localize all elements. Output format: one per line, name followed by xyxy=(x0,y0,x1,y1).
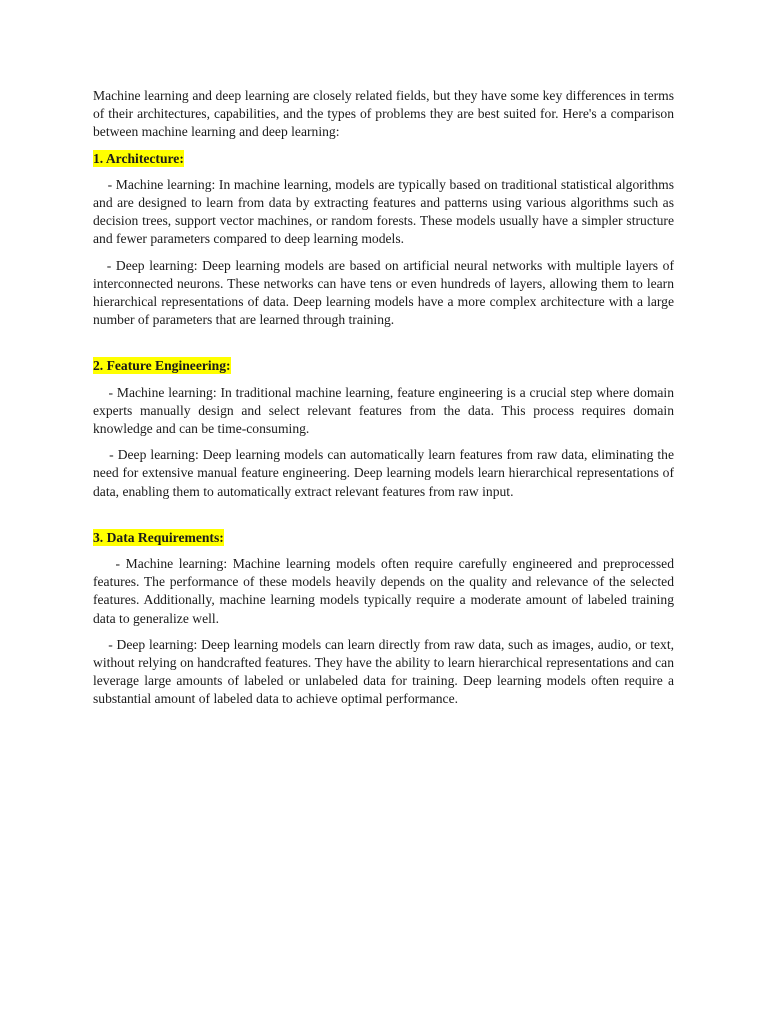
section-heading-text: 1. Architecture: xyxy=(93,150,184,166)
intro-paragraph: Machine learning and deep learning are closely related fields, but they have some key differences in terms of their architectures, capabilities, and the types of problems they are best suited for. Here's a comparison between machine learning and deep learning: xyxy=(93,88,678,140)
deep-learning-paragraph: - Deep learning: Deep learning models are based on artificial neural networks with multiple layers of interconnected neurons. These networks can have tens or even hundreds of layers, allowing them to learn hierarchical representations of data. Deep learning models have a more complex architecture with a large number of parameters that are learned through training. xyxy=(93,257,678,328)
machine-learning-paragraph: - Machine learning: In traditional machine learning, feature engineering is a crucial step where domain experts manually design and select relevant features from the data. This process requires domain knowledge and can be time-consuming. xyxy=(93,384,678,437)
machine-learning-paragraph: - Machine learning: In machine learning, models are typically based on traditional statistical algorithms and are designed to learn from data by extracting features and patterns using various algorithms such as decision trees, support vector machines, or random forests. These models usually have a simpler structure and fewer parameters compared to deep learning models. xyxy=(93,176,678,247)
section-heading-text: 2. Feature Engineering: xyxy=(93,358,231,374)
section-feature-engineering xyxy=(93,357,678,500)
section-spacer xyxy=(93,509,674,529)
document-page xyxy=(93,87,678,717)
machine-learning-paragraph: - Machine learning: Machine learning models often require carefully engineered and preprocessed features. The performance of these models heavily depends on the quality and relevance of the selected features. Additionally, machine learning models typically require a moderate amount of labeled training data to generalize well. xyxy=(93,556,678,626)
section-architecture xyxy=(93,150,678,330)
section-heading xyxy=(93,150,674,168)
deep-learning-paragraph: - Deep learning: Deep learning models can automatically learn features from raw data, eliminating the need for extensive manual feature engineering. Deep learning models learn hierarchical representations of data, enabling them to automatically extract relevant features from raw input. xyxy=(93,447,678,499)
section-heading xyxy=(93,357,674,375)
section-spacer xyxy=(93,337,674,357)
deep-learning-paragraph: - Deep learning: Deep learning models can learn directly from raw data, such as images, audio, or text, without relying on handcrafted features. They have the ability to learn hierarchical representations and can leverage large amounts of labeled or unlabeled data for training. Deep learning models often require a substantial amount of labeled data to achieve optimal performance. xyxy=(93,636,678,707)
section-heading-text: 3. Data Requirements: xyxy=(93,529,224,545)
section-heading xyxy=(93,529,674,547)
section-data-requirements xyxy=(93,529,678,709)
